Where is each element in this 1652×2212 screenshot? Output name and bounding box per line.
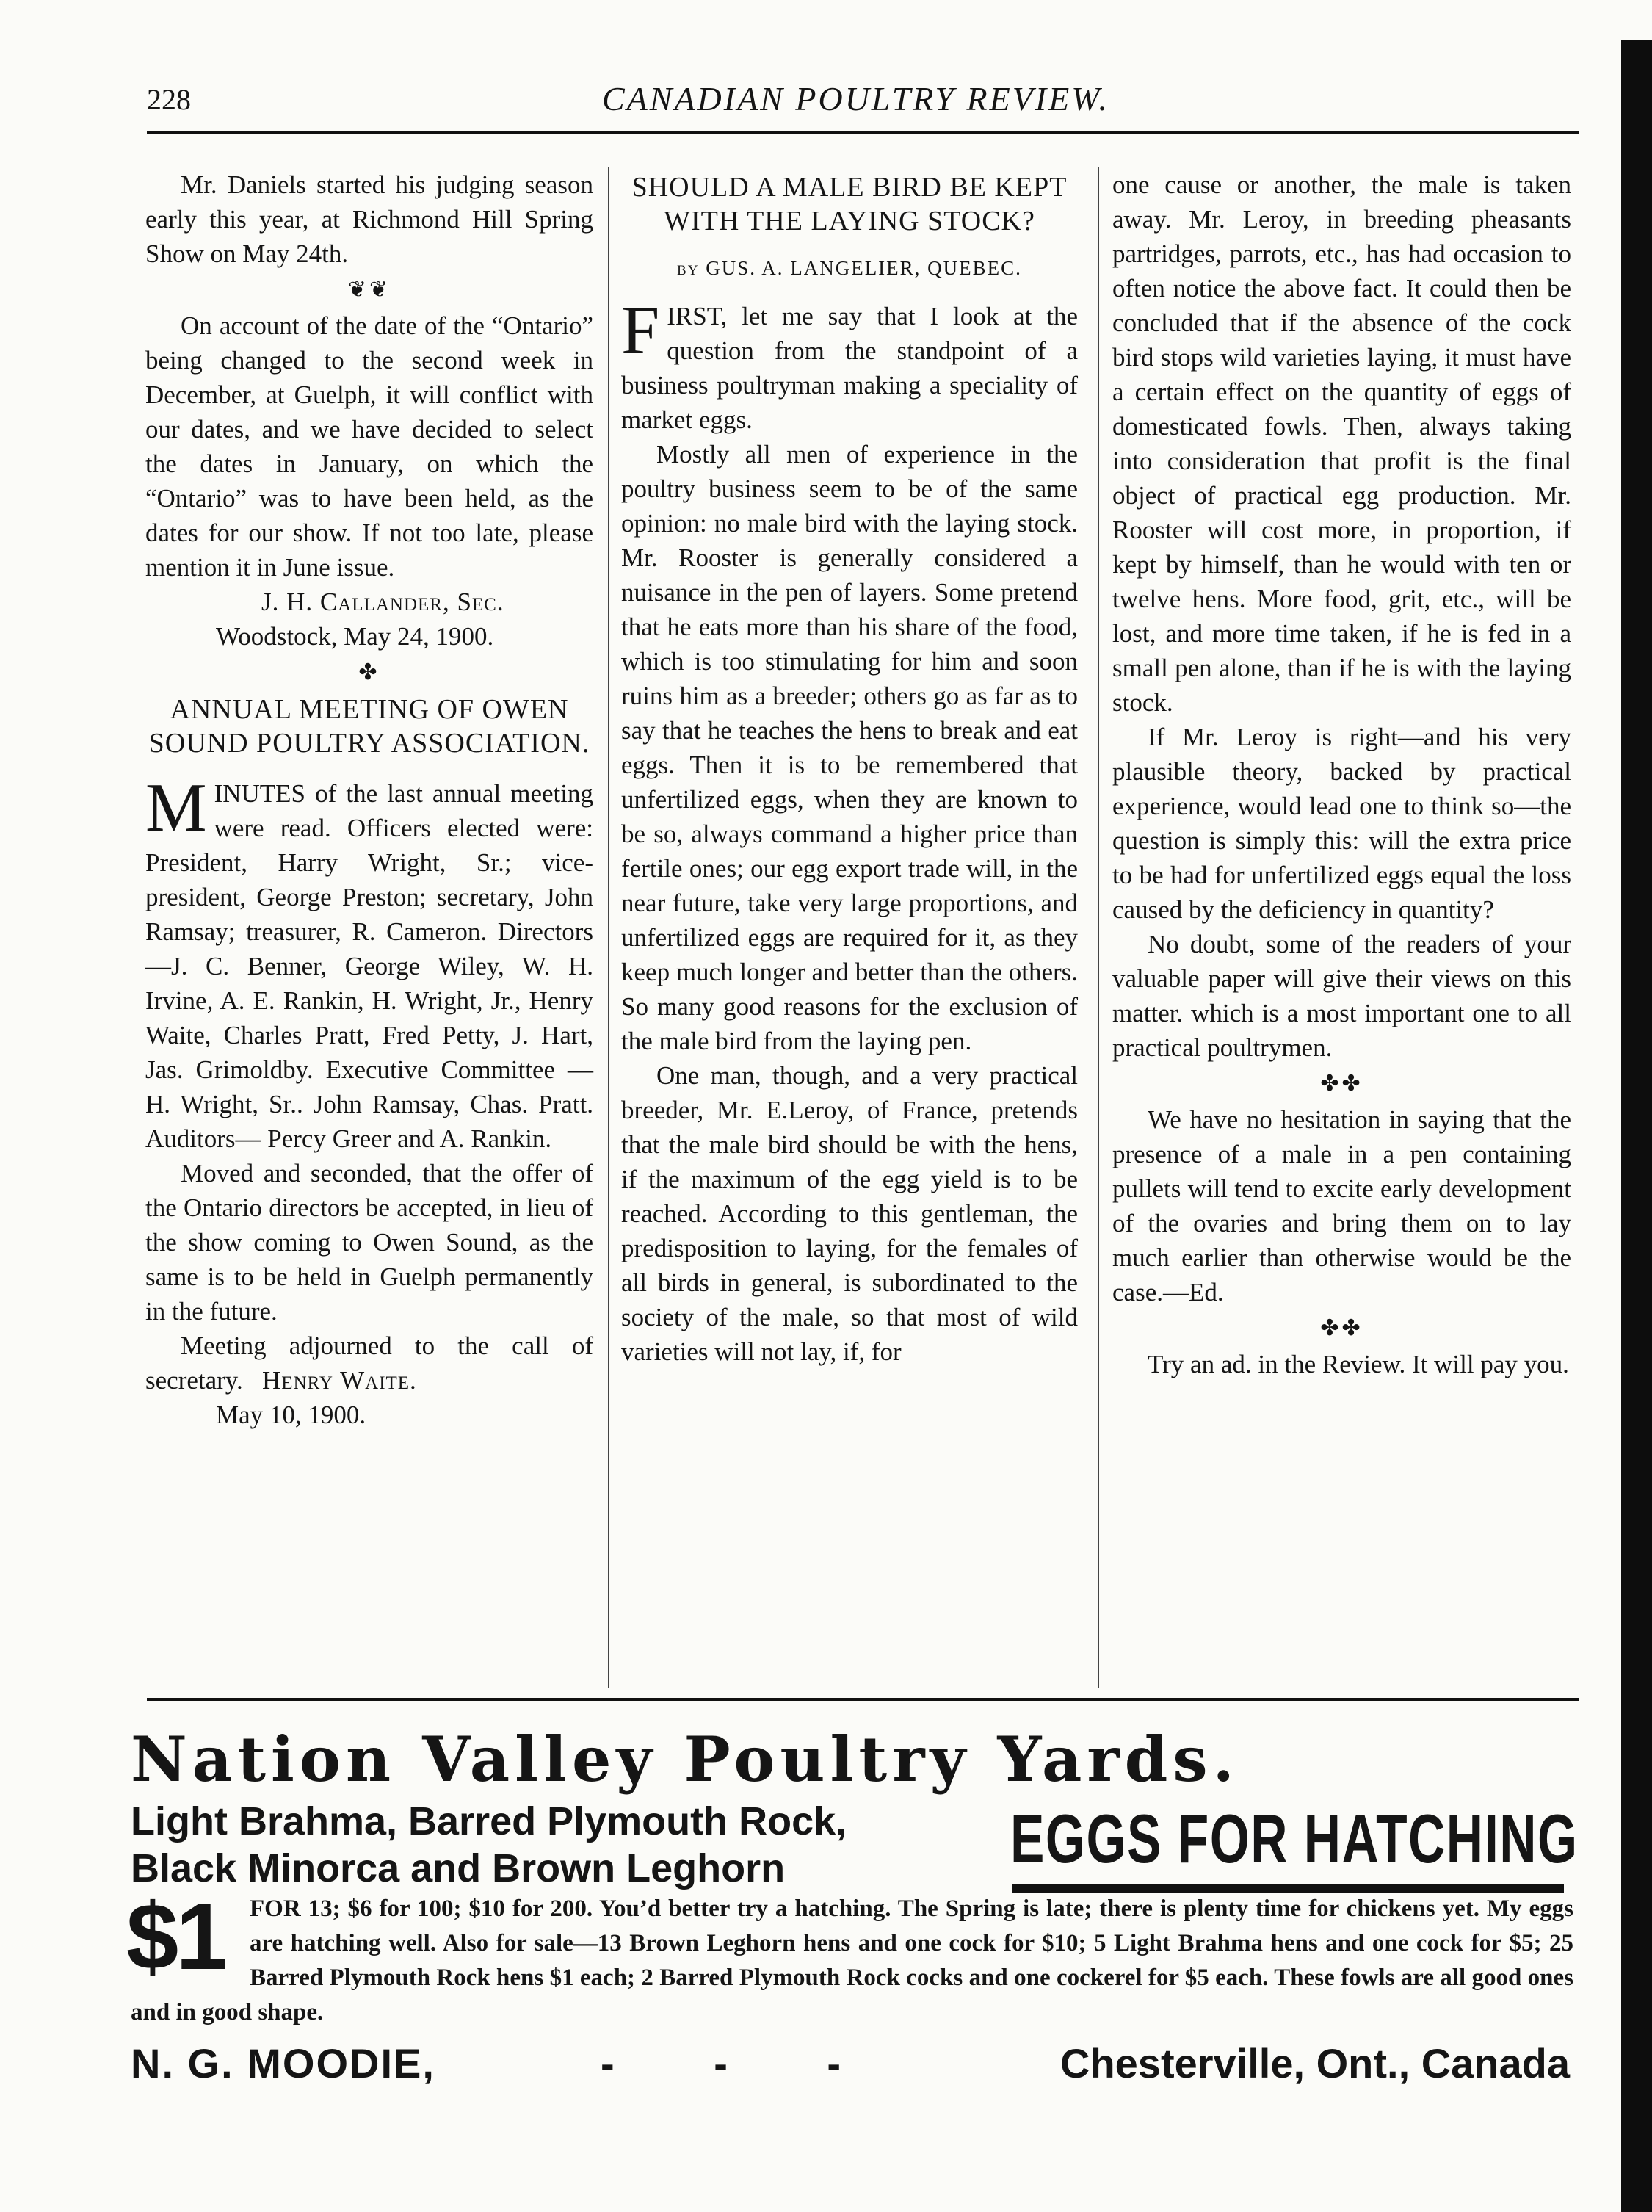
paragraph: If Mr. Leroy is right—and his very plausible theory, backed by practical experience, would lead one to think so—the question is simply this: will the extra price to be had for unfertilized eggs equal the loss caused by the deficiency in quantity? xyxy=(1112,723,1571,924)
header-rule xyxy=(147,131,1579,134)
page-number: 228 xyxy=(147,83,191,116)
ad-footer xyxy=(131,2033,1570,2094)
meeting-date: May 10, 1900. xyxy=(216,1400,366,1429)
ad-price: $1 xyxy=(126,1884,225,1989)
column-1 xyxy=(145,167,593,1432)
article-headline: ANNUAL MEETING OF OWEN SOUND POULTRY ASSOCIATION. xyxy=(148,694,590,759)
running-head: CANADIAN POULTRY REVIEW. xyxy=(602,80,1109,118)
page-edge-shadow xyxy=(1621,40,1652,2212)
ad-breeds-line: Light Brahma, Barred Plymouth Rock, xyxy=(131,1799,847,1843)
paragraph: Mr. Daniels started his judging season early this year, at Richmond Hill Spring Show on May 24th. xyxy=(145,170,593,268)
column-divider xyxy=(1098,167,1099,1688)
paragraph: MINUTES of the last annual meeting were read. Officers elected were: President, Harry Wright, Sr.; vice-president, George Preston; secretary, John Ramsay; treasurer, R. Cameron. Directors—J. C. Benner, George Wiley, W. H. Irvine, A. E. Rankin, H. Wright, Jr., Henry Waite, Charles Pratt, Fred Petty, J. Hart, Jas. Grimoldby. Executive Committee — H. Wright, Sr.. John Ramsay, Chas. Pratt. Auditors— Percy Greer and A. Rankin. xyxy=(145,770,593,1153)
column-divider xyxy=(608,167,609,1688)
ornament: ❦❦ xyxy=(347,278,391,302)
drop-cap: M xyxy=(145,770,207,846)
signature-place: Woodstock, May 24, 1900. xyxy=(216,622,494,651)
paragraph: Mostly all men of experience in the poultry business seem to be of the same opinion: no male bird with the laying stock. Mr. Rooster is generally considered a nuisance in the pen of layers. Some pretend that he eats more than his share of the food, which is too stimulating for him and soon ruins him as a breeder; others go as far as to say that he teaches the hens to break and eat eggs. Then it is to be remembered that unfertilized eggs, when they are known to be so, always command a higher price than fertile ones; our egg export trade will, in the near future, take very large proportions, and unfertilized eggs are required for it, as they keep much longer and better than the others. So many good reasons for the exclusion of the male bird from the laying pen. xyxy=(621,440,1079,1055)
ad-breeds-line: Black Minorca and Brown Leghorn xyxy=(131,1846,786,1890)
advertiser-location: Chesterville, Ont., Canada xyxy=(1060,2040,1570,2086)
ad-eggs-for-hatching: EGGS FOR HATCHING xyxy=(1010,1800,1579,1877)
paragraph: We have no hesitation in saying that the presence of a male in a pen containing pullets will tend to excite early development of the ovaries and bring them on to lay much earlier than otherwise would be the case.—Ed. xyxy=(1112,1105,1571,1306)
drop-cap: F xyxy=(621,292,660,369)
paragraph: FIRST, let me say that I look at the question from the standpoint of a business poultryman making a speciality of market eggs. xyxy=(621,292,1078,434)
paragraph: No doubt, some of the readers of your valuable paper will give their views on this matter. which is a most important one to all practical poultrymen. xyxy=(1112,930,1571,1062)
signature-name: J. H. Callander, Sec. xyxy=(261,588,504,616)
article-headline: SHOULD A MALE BIRD BE KEPT WITH THE LAYING STOCK? xyxy=(631,172,1068,236)
paragraph: Meeting adjourned to the call of secretary. Henry Waite. xyxy=(145,1331,593,1395)
paragraph: Moved and seconded, that the offer of the Ontario directors be accepted, in lieu of the show coming to Owen Sound, as the same is to be held in Guelph permanently in the future. xyxy=(145,1159,593,1326)
paragraph: One man, though, and a very practical breeder, Mr. E.Leroy, of France, pretends that the male bird should be with the hens, if the maximum of the egg yield is to be reached. According to this gentleman, the predisposition to laying, for the females of all birds in general, is subordinated to the society of the male, so that most of wild varieties will not lay, if, for xyxy=(621,1061,1078,1366)
ad-breeds xyxy=(131,1798,1012,1892)
paragraph: Try an ad. in the Review. It will pay you. xyxy=(1148,1350,1569,1378)
column-3 xyxy=(1112,167,1571,1381)
advertisement-rule xyxy=(147,1698,1579,1701)
advertiser-name: N. G. MOODIE, xyxy=(131,2040,435,2086)
ad-body: FOR 13; $6 for 100; $10 for 200. You’d better try a hatching. The Spring is late; there is plenty time for chickens yet. My eggs are hatching well. Also for sale—13 Brown Leghorn hens and one cock for $10; 5 Light Brahma hens and one cock for $5; 25 Barred Plymouth Rock hens $1 each; 2 Barred Plymouth Rock cocks and one cockerel for $5 each. These fowls are all good ones and in good shape. xyxy=(131,1892,1573,2030)
ornament: ✤✤ xyxy=(1320,1316,1363,1340)
paragraph: On account of the date of the “Ontario” being changed to the second week in December, at Guelph, it will conflict with our dates, and we have decided to select the dates in January, on which the “Ontario” was to have been held, as the dates for our show. If not too late, please mention it in June issue. xyxy=(145,311,593,582)
ornament: ✤✤ xyxy=(1320,1071,1363,1096)
column-2 xyxy=(621,167,1078,1369)
byline: by GUS. A. LANGELIER, QUEBEC. xyxy=(677,257,1022,279)
ornament: ✤ xyxy=(358,660,380,684)
footer-dashes: - - - xyxy=(601,2040,885,2086)
ad-title: Nation Valley Poultry Yards. xyxy=(131,1723,1239,1796)
paragraph: one cause or another, the male is taken away. Mr. Leroy, in breeding pheasants partridges, parrots, etc., has had occasion to often notice the above fact. It could then be concluded that if the absence of the cock bird stops wild varieties laying, it must have a certain effect on the quantity of eggs of domesticated fowls. Then, always taking into consideration that profit is the final object of practical egg production. Mr. Rooster will cost more, in proportion, if kept by himself, than he would with ten or twelve hens. More food, grit, etc., will be lost, and more time taken, if he is fed in a small pen alone, than if he is with the laying stock. xyxy=(1112,170,1571,717)
